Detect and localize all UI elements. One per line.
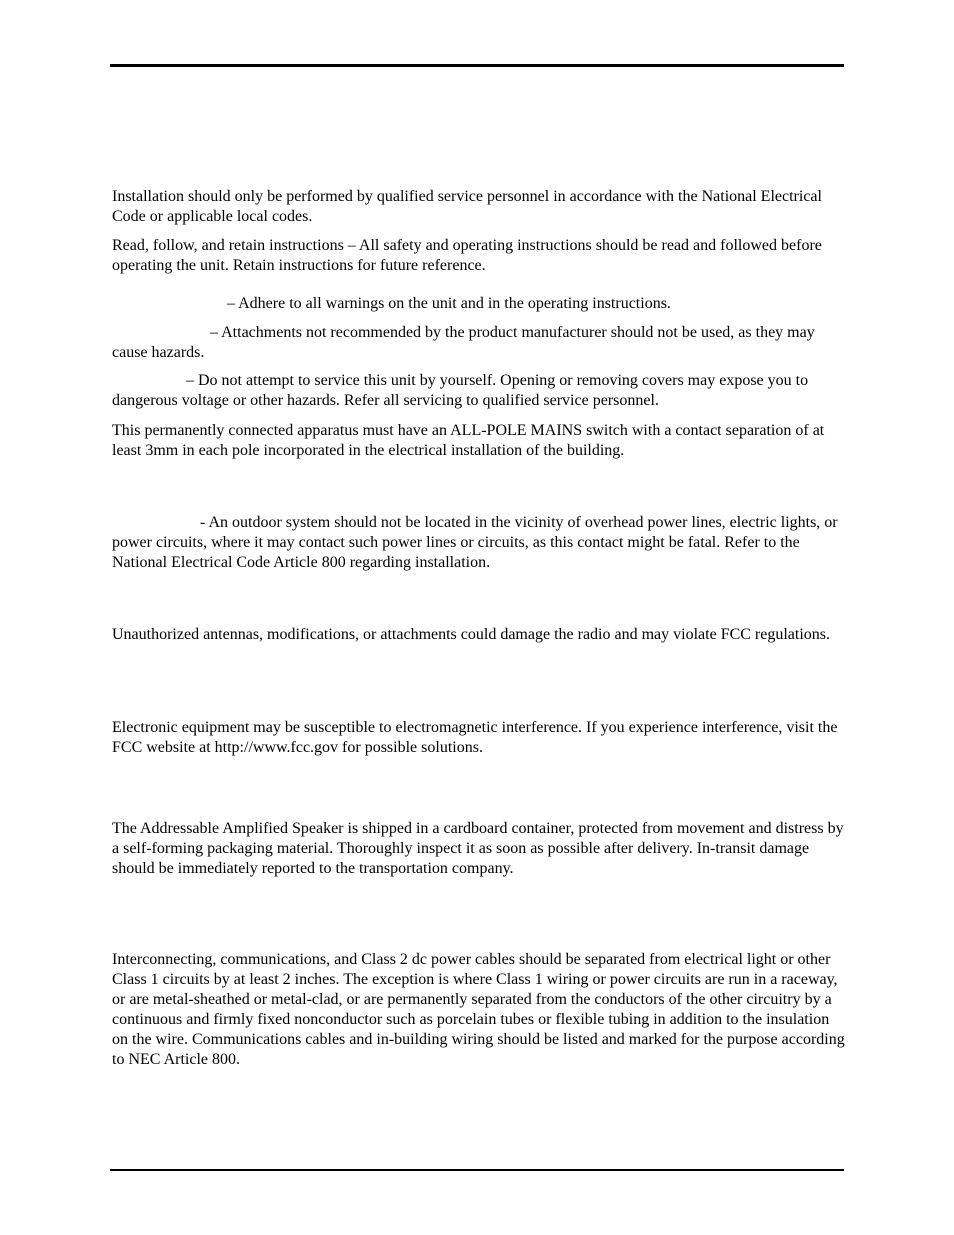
header-rule	[110, 64, 844, 67]
paragraph-wiring: Interconnecting, communications, and Class 2 dc power cables should be separated from electrical light or other Class 1 circuits by at least 2 inches. The exception is where Class 1 wiring or power circuits are run in a raceway, or are metal-sheathed or metal-clad, or are permanently separated from the conductors of the other circuitry by a continuous and firmly fixed nonconductor such as porcelain tubes or flexible tubing in addition to the insulation on the wire. Communications cables and in-building wiring should be listed and marked for the purpose according to NEC Article 800.	[112, 951, 845, 1068]
paragraph-attachments: – Attachments not recommended by the product manufacturer should not be used, as they may cause hazards.	[112, 324, 815, 361]
paragraph-shipping: The Addressable Amplified Speaker is shipped in a cardboard container, protected from movement and distress by a self-forming packaging material. Thoroughly inspect it as soon as possible after delivery. In-transit damage should be immediately reported to the transportation company.	[112, 820, 844, 877]
paragraph-warnings: – Adhere to all warnings on the unit and in the operating instructions.	[227, 295, 671, 312]
paragraph-installation: Installation should only be performed by qualified service personnel in accordance with the National Electrical Code or applicable local codes.	[112, 188, 822, 225]
paragraph-read-follow-retain: Read, follow, and retain instructions – All safety and operating instructions should be read and followed before operating the unit. Retain instructions for future reference.	[112, 237, 822, 274]
paragraph-mains-switch: This permanently connected apparatus must have an ALL-POLE MAINS switch with a contact separation of at least 3mm in each pole incorporated in the electrical installation of the building.	[112, 422, 825, 459]
paragraph-outdoor-system: - An outdoor system should not be located in the vicinity of overhead power lines, electric lights, or power circuits, where it may contact such power lines or circuits, as this contact might be fatal. Refer to the National Electrical Code Article 800 regarding installation.	[112, 514, 838, 571]
paragraph-servicing: – Do not attempt to service this unit by yourself. Opening or removing covers may expose you to dangerous voltage or other hazards. Refer all servicing to qualified service personnel.	[112, 372, 809, 409]
footer-rule	[110, 1169, 844, 1171]
paragraph-unauthorized: Unauthorized antennas, modifications, or attachments could damage the radio and may violate FCC regulations.	[112, 626, 831, 643]
paragraph-emi: Electronic equipment may be susceptible to electromagnetic interference. If you experience interference, visit the FCC website at http://www.fcc.gov for possible solutions.	[112, 719, 838, 756]
